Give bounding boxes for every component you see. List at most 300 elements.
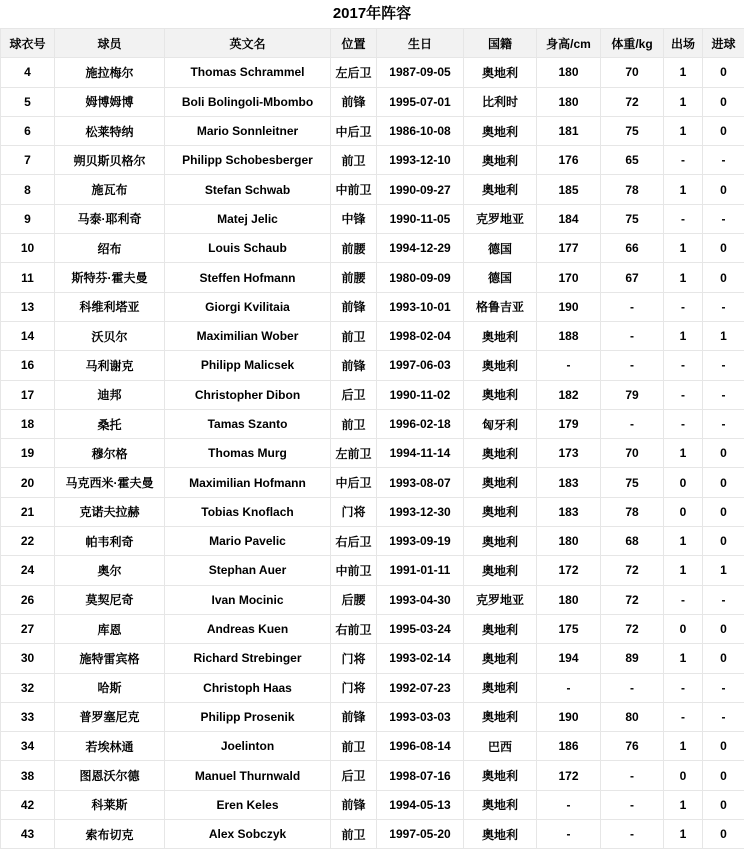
cell-player-name-cn: 若埃林通 [55,732,165,761]
cell-birthday: 1987-09-05 [377,58,464,87]
cell-player-name-cn: 莫契尼奇 [55,585,165,614]
cell-weight-kg: 75 [601,204,664,233]
cell-weight-kg: 80 [601,702,664,731]
cell-jersey-number: 18 [1,409,55,438]
cell-player-name-cn: 马利谢克 [55,351,165,380]
cell-goals: - [703,380,744,409]
table-row [1,58,744,87]
cell-appearances: 1 [664,556,703,585]
cell-nationality: 奥地利 [464,614,537,643]
cell-goals: 0 [703,732,744,761]
cell-position: 门将 [331,644,377,673]
cell-nationality: 比利时 [464,87,537,116]
cell-appearances: - [664,585,703,614]
cell-jersey-number: 26 [1,585,55,614]
table-body [1,58,744,849]
cell-player-name-en: Philipp Malicsek [165,351,331,380]
cell-nationality: 克罗地亚 [464,585,537,614]
cell-player-name-cn: 奥尔 [55,556,165,585]
cell-player-name-en: Maximilian Hofmann [165,468,331,497]
table-row [1,527,744,556]
cell-goals: 0 [703,527,744,556]
cell-goals: 1 [703,321,744,350]
cell-nationality: 奥地利 [464,439,537,468]
cell-player-name-cn: 索布切克 [55,820,165,849]
cell-jersey-number: 42 [1,790,55,819]
cell-weight-kg: 78 [601,497,664,526]
cell-appearances: 0 [664,761,703,790]
cell-weight-kg: 75 [601,116,664,145]
cell-player-name-en: Christoph Haas [165,673,331,702]
cell-nationality: 巴西 [464,732,537,761]
cell-jersey-number: 10 [1,234,55,263]
cell-height-cm: 190 [537,292,601,321]
cell-nationality: 奥地利 [464,702,537,731]
cell-jersey-number: 8 [1,175,55,204]
cell-position: 左前卫 [331,439,377,468]
cell-player-name-cn: 迪邦 [55,380,165,409]
column-header-position: 位置 [331,29,377,58]
cell-position: 前锋 [331,790,377,819]
cell-nationality: 奥地利 [464,644,537,673]
cell-birthday: 1993-12-10 [377,146,464,175]
column-header-player-name-en: 英文名 [165,29,331,58]
cell-height-cm: 188 [537,321,601,350]
cell-jersey-number: 7 [1,146,55,175]
cell-player-name-cn: 施特雷宾格 [55,644,165,673]
table-row [1,673,744,702]
cell-position: 左后卫 [331,58,377,87]
table-row [1,644,744,673]
cell-goals: 0 [703,87,744,116]
cell-height-cm: 180 [537,58,601,87]
cell-weight-kg: 70 [601,58,664,87]
cell-appearances: 1 [664,263,703,292]
cell-player-name-cn: 斯特芬·霍夫曼 [55,263,165,292]
cell-goals: 0 [703,175,744,204]
cell-player-name-cn: 施瓦布 [55,175,165,204]
cell-weight-kg: 78 [601,175,664,204]
cell-birthday: 1998-02-04 [377,321,464,350]
cell-position: 中前卫 [331,175,377,204]
cell-position: 前腰 [331,234,377,263]
cell-player-name-en: Mario Pavelic [165,527,331,556]
table-row [1,116,744,145]
table-row [1,614,744,643]
column-header-nationality: 国籍 [464,29,537,58]
cell-goals: - [703,146,744,175]
column-header-weight-kg: 体重/kg [601,29,664,58]
cell-player-name-en: Alex Sobczyk [165,820,331,849]
cell-birthday: 1980-09-09 [377,263,464,292]
table-row [1,732,744,761]
cell-nationality: 奥地利 [464,321,537,350]
cell-position: 中后卫 [331,116,377,145]
cell-player-name-cn: 库恩 [55,614,165,643]
table-row [1,175,744,204]
cell-goals: - [703,673,744,702]
cell-nationality: 奥地利 [464,146,537,175]
cell-birthday: 1993-10-01 [377,292,464,321]
cell-jersey-number: 6 [1,116,55,145]
cell-player-name-en: Ivan Mocinic [165,585,331,614]
cell-appearances: 1 [664,87,703,116]
cell-goals: - [703,702,744,731]
cell-player-name-cn: 朔贝斯贝格尔 [55,146,165,175]
cell-nationality: 奥地利 [464,58,537,87]
cell-jersey-number: 21 [1,497,55,526]
cell-nationality: 德国 [464,263,537,292]
cell-height-cm: 177 [537,234,601,263]
cell-height-cm: - [537,673,601,702]
cell-height-cm: 175 [537,614,601,643]
cell-appearances: 1 [664,820,703,849]
column-header-goals: 进球 [703,29,744,58]
cell-player-name-cn: 沃贝尔 [55,321,165,350]
cell-birthday: 1990-09-27 [377,175,464,204]
cell-birthday: 1996-08-14 [377,732,464,761]
cell-goals: 0 [703,263,744,292]
cell-player-name-en: Christopher Dibon [165,380,331,409]
cell-height-cm: - [537,820,601,849]
cell-player-name-en: Thomas Murg [165,439,331,468]
cell-appearances: 0 [664,614,703,643]
cell-appearances: 1 [664,527,703,556]
cell-position: 前锋 [331,87,377,116]
cell-jersey-number: 32 [1,673,55,702]
cell-nationality: 奥地利 [464,497,537,526]
cell-goals: 0 [703,761,744,790]
cell-position: 中锋 [331,204,377,233]
cell-player-name-en: Joelinton [165,732,331,761]
cell-goals: 0 [703,439,744,468]
cell-goals: 0 [703,790,744,819]
table-row [1,292,744,321]
column-header-height-cm: 身高/cm [537,29,601,58]
cell-appearances: - [664,409,703,438]
cell-height-cm: 172 [537,556,601,585]
cell-height-cm: 181 [537,116,601,145]
cell-nationality: 德国 [464,234,537,263]
cell-nationality: 奥地利 [464,556,537,585]
cell-birthday: 1996-02-18 [377,409,464,438]
cell-nationality: 奥地利 [464,527,537,556]
cell-appearances: 1 [664,439,703,468]
cell-player-name-en: Giorgi Kvilitaia [165,292,331,321]
cell-birthday: 1995-07-01 [377,87,464,116]
cell-appearances: 1 [664,175,703,204]
cell-height-cm: 179 [537,409,601,438]
cell-position: 中后卫 [331,468,377,497]
cell-player-name-cn: 科维利塔亚 [55,292,165,321]
cell-goals: - [703,292,744,321]
cell-nationality: 奥地利 [464,175,537,204]
cell-goals: 0 [703,820,744,849]
cell-position: 前锋 [331,702,377,731]
cell-jersey-number: 27 [1,614,55,643]
table-row [1,585,744,614]
cell-player-name-cn: 图恩沃尔德 [55,761,165,790]
cell-jersey-number: 22 [1,527,55,556]
cell-jersey-number: 9 [1,204,55,233]
column-header-birthday: 生日 [377,29,464,58]
column-header-jersey-number: 球衣号 [1,29,55,58]
cell-birthday: 1994-05-13 [377,790,464,819]
cell-appearances: - [664,204,703,233]
cell-position: 右后卫 [331,527,377,556]
cell-player-name-en: Richard Strebinger [165,644,331,673]
column-header-appearances: 出场 [664,29,703,58]
cell-player-name-en: Thomas Schrammel [165,58,331,87]
cell-weight-kg: 70 [601,439,664,468]
cell-player-name-en: Mario Sonnleitner [165,116,331,145]
cell-weight-kg: 65 [601,146,664,175]
cell-player-name-cn: 穆尔格 [55,439,165,468]
cell-weight-kg: 68 [601,527,664,556]
cell-appearances: 1 [664,234,703,263]
cell-position: 前锋 [331,351,377,380]
cell-jersey-number: 34 [1,732,55,761]
cell-player-name-en: Philipp Prosenik [165,702,331,731]
cell-goals: 0 [703,614,744,643]
cell-birthday: 1994-12-29 [377,234,464,263]
cell-position: 前卫 [331,321,377,350]
cell-nationality: 奥地利 [464,380,537,409]
cell-player-name-en: Tamas Szanto [165,409,331,438]
table-row [1,702,744,731]
cell-birthday: 1986-10-08 [377,116,464,145]
cell-jersey-number: 33 [1,702,55,731]
cell-player-name-cn: 普罗塞尼克 [55,702,165,731]
table-row [1,409,744,438]
cell-birthday: 1998-07-16 [377,761,464,790]
cell-player-name-cn: 绍布 [55,234,165,263]
cell-player-name-en: Matej Jelic [165,204,331,233]
cell-weight-kg: 72 [601,87,664,116]
cell-position: 前腰 [331,263,377,292]
cell-player-name-en: Philipp Schobesberger [165,146,331,175]
cell-appearances: 1 [664,321,703,350]
page-title: 2017年阵容 [332,5,412,22]
cell-height-cm: 173 [537,439,601,468]
cell-height-cm: 184 [537,204,601,233]
table-row [1,87,744,116]
cell-height-cm: 176 [537,146,601,175]
cell-nationality: 匈牙利 [464,409,537,438]
cell-height-cm: 180 [537,87,601,116]
cell-position: 前卫 [331,409,377,438]
cell-jersey-number: 16 [1,351,55,380]
cell-jersey-number: 14 [1,321,55,350]
cell-birthday: 1993-02-14 [377,644,464,673]
cell-birthday: 1993-12-30 [377,497,464,526]
cell-player-name-en: Eren Keles [165,790,331,819]
table-row [1,204,744,233]
cell-height-cm: 183 [537,497,601,526]
cell-weight-kg: - [601,351,664,380]
table-row [1,146,744,175]
cell-jersey-number: 11 [1,263,55,292]
cell-player-name-cn: 桑托 [55,409,165,438]
cell-height-cm: 180 [537,585,601,614]
cell-appearances: 1 [664,790,703,819]
cell-goals: - [703,409,744,438]
cell-weight-kg: - [601,790,664,819]
cell-weight-kg: 75 [601,468,664,497]
cell-player-name-en: Louis Schaub [165,234,331,263]
cell-goals: 0 [703,644,744,673]
table-row [1,263,744,292]
table-row [1,820,744,849]
cell-weight-kg: 89 [601,644,664,673]
table-row [1,351,744,380]
cell-weight-kg: - [601,673,664,702]
cell-birthday: 1994-11-14 [377,439,464,468]
cell-player-name-cn: 科莱斯 [55,790,165,819]
cell-player-name-en: Tobias Knoflach [165,497,331,526]
cell-player-name-en: Stephan Auer [165,556,331,585]
cell-position: 前锋 [331,292,377,321]
cell-nationality: 克罗地亚 [464,204,537,233]
cell-player-name-cn: 帕韦利奇 [55,527,165,556]
cell-height-cm: 190 [537,702,601,731]
table-row [1,497,744,526]
cell-height-cm: 182 [537,380,601,409]
cell-appearances: - [664,292,703,321]
cell-jersey-number: 4 [1,58,55,87]
table-row [1,790,744,819]
cell-birthday: 1995-03-24 [377,614,464,643]
cell-player-name-cn: 松莱特纳 [55,116,165,145]
squad-table [0,28,744,849]
cell-birthday: 1990-11-05 [377,204,464,233]
cell-nationality: 奥地利 [464,116,537,145]
cell-height-cm: 185 [537,175,601,204]
cell-jersey-number: 5 [1,87,55,116]
cell-goals: 0 [703,468,744,497]
cell-player-name-cn: 克诺夫拉赫 [55,497,165,526]
cell-height-cm: 170 [537,263,601,292]
table-row [1,556,744,585]
cell-player-name-cn: 马克西米·霍夫曼 [55,468,165,497]
header-row [1,29,744,58]
cell-weight-kg: - [601,820,664,849]
cell-appearances: 0 [664,497,703,526]
cell-position: 后卫 [331,380,377,409]
cell-weight-kg: 76 [601,732,664,761]
cell-jersey-number: 30 [1,644,55,673]
cell-player-name-cn: 施拉梅尔 [55,58,165,87]
cell-weight-kg: - [601,409,664,438]
cell-birthday: 1992-07-23 [377,673,464,702]
cell-appearances: - [664,673,703,702]
cell-position: 前卫 [331,820,377,849]
cell-height-cm: 183 [537,468,601,497]
cell-nationality: 奥地利 [464,761,537,790]
cell-player-name-en: Boli Bolingoli-Mbombo [165,87,331,116]
cell-nationality: 奥地利 [464,351,537,380]
cell-height-cm: - [537,351,601,380]
cell-jersey-number: 20 [1,468,55,497]
cell-birthday: 1997-05-20 [377,820,464,849]
cell-height-cm: 172 [537,761,601,790]
cell-goals: 0 [703,58,744,87]
cell-appearances: 0 [664,468,703,497]
cell-weight-kg: 67 [601,263,664,292]
cell-goals: - [703,585,744,614]
cell-position: 前卫 [331,146,377,175]
cell-player-name-en: Manuel Thurnwald [165,761,331,790]
cell-jersey-number: 19 [1,439,55,468]
cell-nationality: 奥地利 [464,820,537,849]
cell-nationality: 格鲁吉亚 [464,292,537,321]
cell-height-cm: 194 [537,644,601,673]
cell-birthday: 1993-04-30 [377,585,464,614]
cell-player-name-en: Steffen Hofmann [165,263,331,292]
cell-goals: 0 [703,234,744,263]
table-row [1,468,744,497]
cell-birthday: 1997-06-03 [377,351,464,380]
cell-weight-kg: - [601,292,664,321]
cell-position: 中前卫 [331,556,377,585]
cell-appearances: - [664,146,703,175]
cell-weight-kg: 72 [601,614,664,643]
table-row [1,761,744,790]
cell-position: 前卫 [331,732,377,761]
cell-player-name-en: Andreas Kuen [165,614,331,643]
cell-nationality: 奥地利 [464,468,537,497]
cell-height-cm: - [537,790,601,819]
cell-appearances: - [664,702,703,731]
cell-position: 门将 [331,673,377,702]
cell-height-cm: 180 [537,527,601,556]
cell-player-name-cn: 姆博姆博 [55,87,165,116]
table-row [1,234,744,263]
cell-birthday: 1993-08-07 [377,468,464,497]
cell-weight-kg: - [601,321,664,350]
cell-position: 门将 [331,497,377,526]
cell-player-name-cn: 哈斯 [55,673,165,702]
cell-birthday: 1990-11-02 [377,380,464,409]
cell-player-name-cn: 马泰·耶利奇 [55,204,165,233]
cell-jersey-number: 24 [1,556,55,585]
cell-jersey-number: 17 [1,380,55,409]
cell-goals: - [703,351,744,380]
cell-birthday: 1993-03-03 [377,702,464,731]
cell-weight-kg: 79 [601,380,664,409]
cell-goals: 0 [703,116,744,145]
cell-height-cm: 186 [537,732,601,761]
cell-player-name-en: Stefan Schwab [165,175,331,204]
cell-appearances: 1 [664,116,703,145]
cell-weight-kg: 66 [601,234,664,263]
cell-weight-kg: 72 [601,585,664,614]
column-header-player-name-cn: 球员 [55,29,165,58]
cell-birthday: 1991-01-11 [377,556,464,585]
cell-jersey-number: 43 [1,820,55,849]
table-row [1,439,744,468]
cell-player-name-en: Maximilian Wober [165,321,331,350]
cell-goals: 0 [703,497,744,526]
cell-appearances: 1 [664,644,703,673]
cell-jersey-number: 13 [1,292,55,321]
cell-appearances: 1 [664,732,703,761]
cell-goals: - [703,204,744,233]
cell-weight-kg: 72 [601,556,664,585]
cell-position: 后卫 [331,761,377,790]
cell-appearances: - [664,351,703,380]
table-row [1,380,744,409]
